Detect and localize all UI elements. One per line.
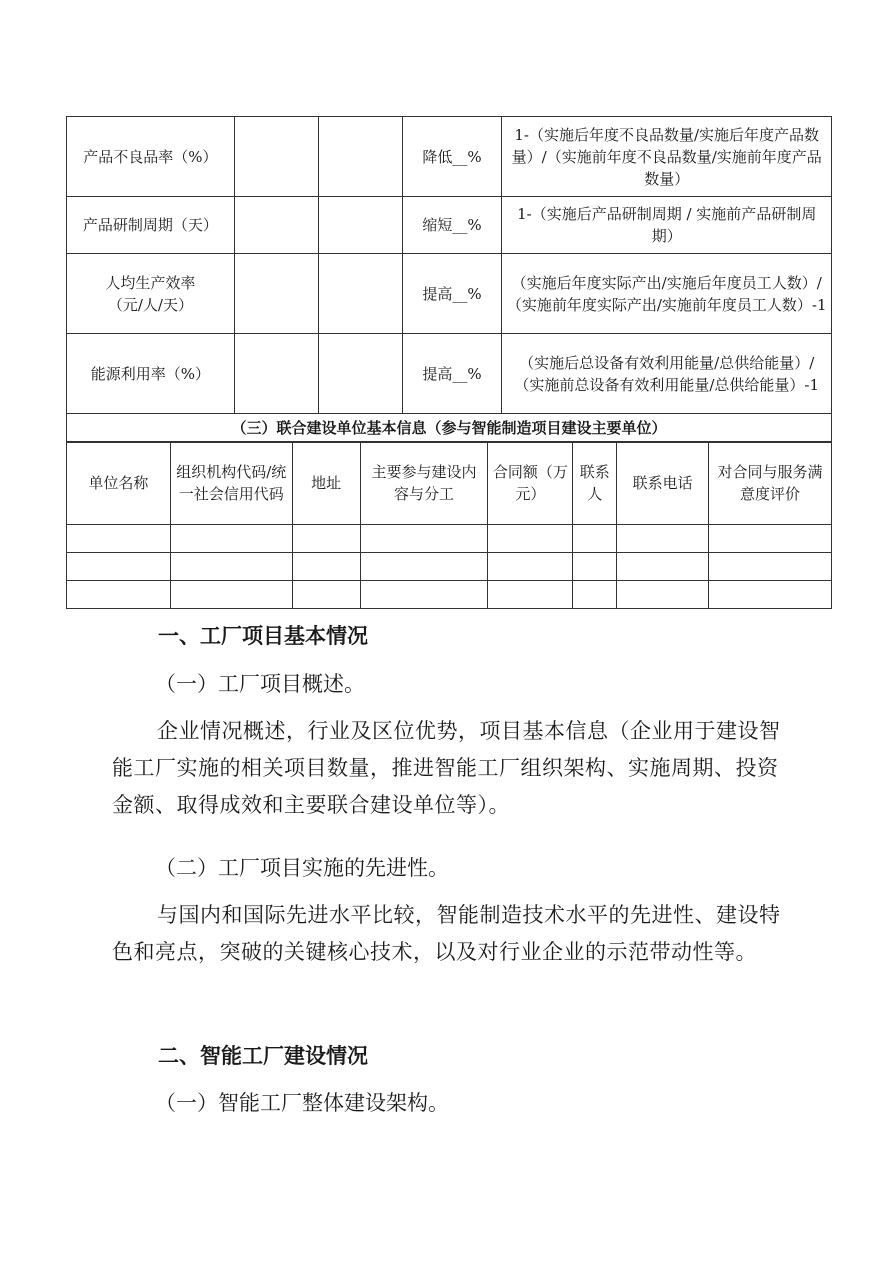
empty-cell xyxy=(318,197,402,254)
table-row xyxy=(67,553,832,581)
table-row xyxy=(67,581,832,609)
metric-name: 产品不良品率（%） xyxy=(67,117,235,197)
subsection-heading: （二）工厂项目实施的先进性。 xyxy=(155,856,449,880)
table-row xyxy=(67,197,832,254)
table-section-row xyxy=(67,414,832,443)
metric-name: 产品研制周期（天） xyxy=(67,197,235,254)
empty-cell xyxy=(234,334,318,414)
header-org-code: 组织机构代码/统一社会信用代码 xyxy=(170,442,292,525)
subsection-heading: （一）工厂项目概述。 xyxy=(155,672,365,696)
table-row xyxy=(67,117,832,197)
section-heading: 二、智能工厂建设情况 xyxy=(158,1044,368,1068)
metrics-table xyxy=(66,116,832,443)
metric-formula: 1-（实施后年度不良品数量/实施后年度产品数量）/（实施前年度不良品数量/实施前年度产品数量） xyxy=(502,117,832,197)
section-heading: 一、工厂项目基本情况 xyxy=(158,624,368,648)
metric-name-line: 人均生产效率 xyxy=(105,273,196,292)
metric-target: 提高__% xyxy=(402,334,502,414)
metric-target: 提高__% xyxy=(402,254,502,334)
paragraph: 企业情况概述，行业及区位优势，项目基本信息（企业用于建设智能工厂实施的相关项目数量，推进智能工厂组织架构、实施周期、投资金额、取得成效和主要联合建设单位等）。 xyxy=(112,719,781,817)
header-content: 主要参与建设内容与分工 xyxy=(360,442,488,525)
empty-cell xyxy=(234,117,318,197)
table-row xyxy=(67,254,832,334)
units-table xyxy=(66,441,832,609)
header-rating: 对合同与服务满意度评价 xyxy=(709,442,832,525)
metric-target: 降低__% xyxy=(402,117,502,197)
table-row xyxy=(67,525,832,553)
paragraph: 与国内和国际先进水平比较，智能制造技术水平的先进性、建设特色和亮点，突破的关键核心技术，以及对行业企业的示范带动性等。 xyxy=(112,903,781,964)
empty-cell xyxy=(318,334,402,414)
empty-cell xyxy=(318,117,402,197)
header-contact: 联系人 xyxy=(573,442,617,525)
table-header-row xyxy=(67,442,832,525)
metric-formula: （实施后总设备有效利用能量/总供给能量）/（实施前总设备有效利用能量/总供给能量）-1 xyxy=(502,334,832,414)
metric-formula: 1-（实施后产品研制周期 / 实施前产品研制周期） xyxy=(502,197,832,254)
header-unit-name: 单位名称 xyxy=(67,442,171,525)
empty-cell xyxy=(318,254,402,334)
metric-name: 能源利用率（%） xyxy=(67,334,235,414)
empty-cell xyxy=(234,254,318,334)
metric-name-unit: （元/人/天） xyxy=(107,295,193,314)
header-amount: 合同额（万元） xyxy=(488,442,573,525)
section-title: （三）联合建设单位基本信息（参与智能制造项目建设主要单位） xyxy=(67,414,832,443)
metric-formula: （实施后年度实际产出/实施后年度员工人数）/（实施前年度实际产出/实施前年度员工人数）-1 xyxy=(502,254,832,334)
header-address: 地址 xyxy=(292,442,360,525)
table-row xyxy=(67,334,832,414)
empty-cell xyxy=(234,197,318,254)
metric-name xyxy=(67,254,235,334)
header-phone: 联系电话 xyxy=(617,442,709,525)
subsection-heading: （一）智能工厂整体建设架构。 xyxy=(155,1091,449,1115)
metric-target: 缩短__% xyxy=(402,197,502,254)
